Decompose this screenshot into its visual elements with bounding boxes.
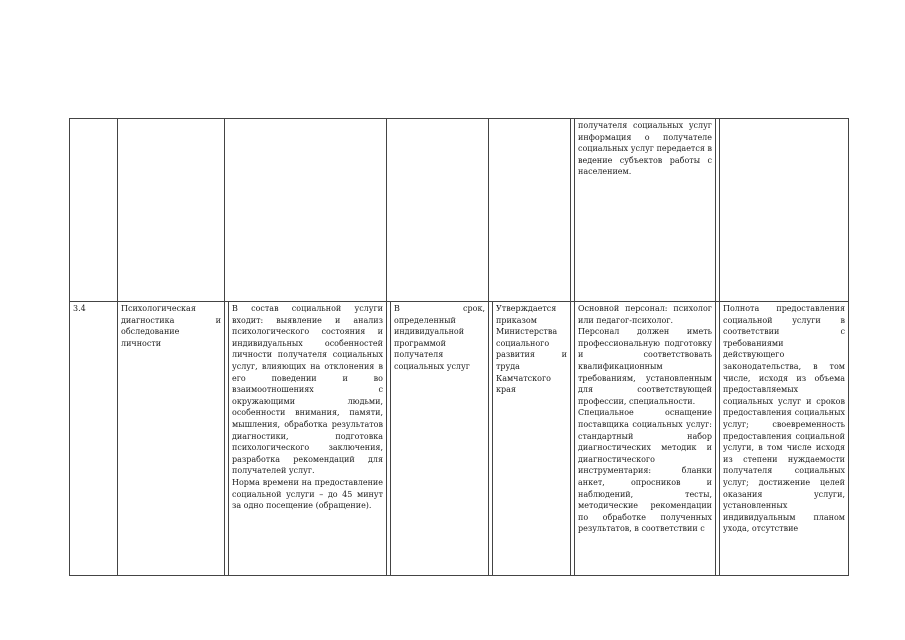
cell-term	[387, 119, 489, 302]
cell-tariff	[489, 119, 571, 302]
cell-conditions	[571, 302, 716, 576]
cell-number	[70, 302, 118, 576]
service-time-norm: Норма времени на предоставление социальной услуги – до 45 минут за одно посещение (обращение).	[232, 477, 383, 511]
service-description: В состав социальной услуги входит: выявление и анализ психологического состояния и индивидуальных особенностей личности получателя социальных услуг, влияющих на отклонения в его поведении и во взаимоотношениях с окружающими людьми, особенности внимания, памяти, мышления, обработка результатов диагностики, подготовка психологического заключения, разработка рекомендаций для получателей услуг.	[232, 304, 383, 476]
service-name: Психологическая диагностика и обследование личности	[121, 304, 221, 348]
cell-term	[387, 302, 489, 576]
service-tariff: Утверждается приказом Министерства социального развития и труда Камчатского края	[496, 304, 567, 395]
cell-description	[225, 119, 387, 302]
service-term: В срок, определенный индивидуальной программой получателя социальных услуг	[394, 304, 485, 371]
conditions-equipment: Специальное оснащение поставщика социальных услуг: стандартный набор диагностических методик и диагностического инструментария: бланки анкет, опросников и наблюдений, тесты, методические рекомендации по обработке полученных результатов, в соответствии с	[578, 408, 712, 534]
conditions-staff: Основной персонал: психолог или педагог-психолог.	[578, 304, 712, 325]
conditions-training: Персонал должен иметь профессиональную подготовку и соответствовать квалификационным требованиям, установленным для соответствующей профессии, специальности.	[578, 327, 712, 406]
quality-indicators: Полнота предоставления социальной услуги в соответствии с требованиями действующего законодательства, в том числе, исходя из объема предоставляемых социальных услуг и сроков предоставления социальных услуг; своевременность предоставления социальной услуги, в том числе исходя из степени нуждаемости получателя социальных услуг; достижение целей оказания услуги, установленных индивидуальным планом ухода, отсутствие	[723, 304, 845, 534]
cell-name	[118, 119, 225, 302]
table-row-3-4	[70, 302, 849, 576]
social-services-table	[69, 118, 849, 576]
cell-number	[70, 119, 118, 302]
cell-description	[225, 302, 387, 576]
cell-conditions	[571, 119, 716, 302]
cell-indicators	[716, 302, 849, 576]
table-row-continuation	[70, 119, 849, 302]
cell-tariff	[489, 302, 571, 576]
conditions-continuation-text: получателя социальных услуг информация о получателе социальных услуг передается в ведение субъектов работы с населением.	[578, 121, 712, 177]
cell-name	[118, 302, 225, 576]
row-number: 3.4	[73, 304, 86, 313]
cell-indicators	[716, 119, 849, 302]
